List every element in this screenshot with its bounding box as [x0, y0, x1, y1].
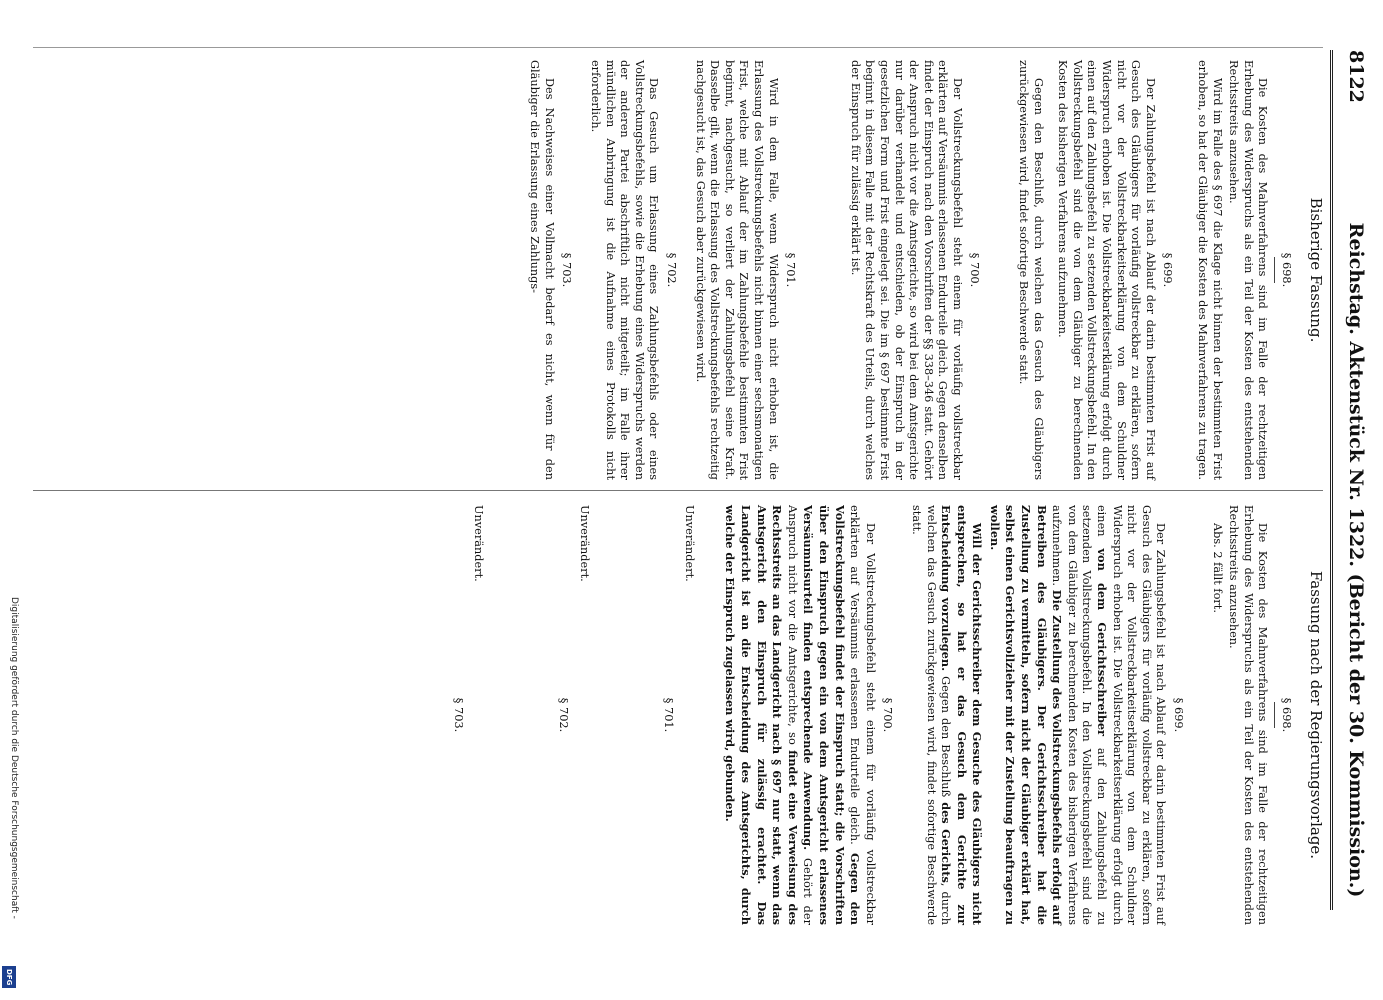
- paragraph: Der Zahlungsbefehl ist nach Ablauf der darin bestimmten Frist auf Gesuch des Gläubigers für vorläufig vollstreckbar zu erklären, sofern nicht vor der Vollstreckbarkeitserklärung von dem Schuldner Widerspruch erhoben ist. Die Vollstreckbarkeitserklärung erfolgt durch einen auf den Zahlungsbefehl zu setzenden Vollstreckungsbefehl. In den Vollstreckungsbefehl sind die von dem Gläubiger zu berechnenden Kosten des bisherigen Verfahrens aufzunehmen.: [1056, 60, 1157, 480]
- paragraph: [908, 505, 984, 925]
- paragraph: Abs. 2 fällt fort.: [1210, 523, 1224, 613]
- page-header: [1330, 50, 1367, 910]
- section-title: § 699.: [1161, 252, 1175, 288]
- text-run: , durch welchen das Gesuch zurückgewiesen wird, findet sofortige Beschwerde statt.: [909, 505, 953, 925]
- paragraph: Wird in dem Falle, wenn Widerspruch nicht erhoben ist, die Erlassung des Vollstreckungsbefehls nicht binnen einer sechsmonatigen Frist, welche mit Ablauf der im Zahlungsbefehle bestimmten Frist beginnt, nachgesucht, so verliert der Zahlungsbefehl seine Kraft. Dasselbe gilt, wenn die Erlassung des Vollstreckungsbefehls rechtzeitig nachgesucht ist, das Gesuch aber zurückgewiesen wird.: [693, 60, 780, 480]
- column-divider: [33, 490, 1323, 491]
- paragraph: [722, 505, 877, 925]
- paragraph: Gegen den Beschluß, durch welchen das Gesuch des Gläubigers zurückgewiesen wird, findet sofortige Beschwerde statt.: [1017, 60, 1045, 480]
- section-title: § 703.: [451, 697, 465, 733]
- section-title: § 700.: [968, 252, 982, 288]
- bold-insert: findet eine Verweisung des Rechtsstreits an das Landgericht nach § 697 nur statt, wenn das Amtsgericht den Einspruch für zulässig erachtet. Das Landgericht ist an die Entscheidung des Amtsgerichts, durch welche der Einspruch zugelassen wird, gebunden.: [723, 505, 800, 925]
- paragraph: Wird im Falle des § 697 die Klage nicht binnen der bestimmten Frist erhoben, so hat der Gläubiger die Kosten des Mahnverfahrens zu tragen.: [1196, 60, 1224, 480]
- page-title: Reichstag. Aktenstück Nr. 1322. (Bericht der 30. Kommission.): [1345, 222, 1367, 898]
- bold-insert: des Gerichts: [939, 802, 954, 883]
- paragraph: Des Nachweises einer Vollmacht bedarf es nicht, wenn für den Gläubiger die Erlassung eines Zahlungs-: [528, 60, 556, 480]
- digitization-credit: [2, 597, 19, 990]
- section-title: § 702.: [665, 252, 678, 288]
- text-run: Der Vollstreckungsbefehl steht einem für vorläufig vollstreckbar erklärten auf Versäumnis erlassenen Endurteile gleich.: [848, 505, 877, 925]
- section-rule: [1274, 257, 1275, 283]
- right-column-heading: Fassung nach der Regierungsvorlage.: [1307, 570, 1325, 860]
- bold-insert: von dem Gerichtsschreiber: [1095, 548, 1110, 736]
- left-column: [525, 60, 1299, 480]
- dfg-logo: DFG: [2, 966, 16, 988]
- section-title: § 701.: [662, 697, 676, 733]
- unchanged-note: Unverändert.: [577, 505, 591, 582]
- paragraph: Das Gesuch um Erlassung eines Zahlungsbefehls oder eines Vollstreckungsbefehls, sowie die Erhebung eines Widerspruchs werden der anderen Partei abschriftlich nicht mitgeteilt; im Falle ihrer mündlichen Anbringung ist die Aufnahme eines Protokolls nicht erforderlich.: [589, 60, 661, 480]
- section-title: § 698.: [1280, 697, 1293, 733]
- bold-insert: Die Zustellung des Vollstreckungsbefehls erfolgt auf Betreiben des Gläubigers. Der Gerichtsschreiber hat die Zustellung zu vermitteln, sofern nicht der Gläubiger erklärt hat, selbst einen Gerichtsvollzieher mit der Zustellung beauftragen zu wollen.: [987, 505, 1065, 925]
- paragraph: Der Vollstreckungsbefehl steht einem für vorläufig vollstreckbar erklärten auf Versäumnis erlassenen Endurteile gleich. Gegen denselben findet der Einspruch nach den Vorschriften der §§ 338–346 statt. Gehört der Anspruch nicht vor die Amtsgerichte, so wird bei dem Amtsgerichte nur darüber verhandelt und entschieden, ob der Einspruch in der gesetzlichen Form und Frist eingelegt sei. Die im § 697 bestimmte Frist beginnt in diesem Falle mit der Rechtskraft des Urteils, durch welches der Einspruch für zulässig erklärt ist.: [848, 60, 964, 480]
- paragraph: Die Kosten des Mahnverfahrens sind im Falle der rechtzeitigen Erhebung des Widerspruchs als ein Teil der Kosten des entstehenden Rechtsstreits anzusehen.: [1227, 60, 1270, 480]
- unchanged-note: Unverändert.: [472, 505, 486, 582]
- section-title: § 701.: [784, 252, 798, 288]
- unchanged-note: Unverändert.: [682, 505, 696, 582]
- section-title: § 703.: [560, 252, 574, 288]
- credit-text: Digitalisierung gefördert durch die Deutsche Forschungsgemeinschaft -: [9, 597, 19, 919]
- bold-insert: Will der Gerichtsschreiber dem Gesuche des Gläubigers nicht entsprechen, so hat er das Gesuch dem Gerichte zur Entscheidung vorzulegen.: [939, 505, 985, 925]
- text-run: Der Zahlungsbefehl ist nach Ablauf der darin bestimmten Frist auf Gesuch des Gläubigers für vorläufig vollstreckbar zu erklären, sofern nicht vor der Vollstreckbarkeitserklärung von dem Schuldner Widerspruch erhoben ist. Die Vollstreckbarkeitserklärung erfolgt durch einen: [1095, 505, 1168, 925]
- section-title: § 699.: [1172, 697, 1186, 733]
- paragraph: Die Kosten des Mahnverfahrens sind im Falle der rechtzeitigen Erhebung des Widerspruchs als ein Teil der Kosten des entstehenden Rechtsstreits anzusehen.: [1227, 505, 1270, 925]
- section-title: § 698.: [1280, 252, 1293, 288]
- text-run: Gegen den Beschluß: [939, 676, 953, 798]
- section-title: § 700.: [881, 697, 895, 733]
- left-margin-rule: [33, 47, 1323, 48]
- text-run: Gehört der Anspruch nicht vor die Amtsgerichte, so: [785, 505, 815, 925]
- section-title: § 702.: [557, 697, 571, 733]
- section-rule: [1274, 702, 1275, 728]
- paragraph: [986, 505, 1167, 925]
- page-number: 8122: [1345, 50, 1367, 103]
- right-column: [447, 505, 1299, 925]
- left-column-heading: Bisherige Fassung.: [1307, 197, 1325, 343]
- bold-insert: Gegen den Vollstreckungsbefehl findet der Einspruch statt; die Vorschriften über den Einspruch gegen ein von dem Amtsgericht erlassenes Versäumnisurteil finden entsprechende Anwendung.: [801, 505, 863, 925]
- text-run: auf den Zahlungsbefehl zu setzenden Vollstreckungsbefehl. In den Vollstreckungsbefehl sind die von dem Gläubiger zu berechnenden Kosten des bisherigen Verfahrens aufzunehmen.: [1050, 505, 1109, 925]
